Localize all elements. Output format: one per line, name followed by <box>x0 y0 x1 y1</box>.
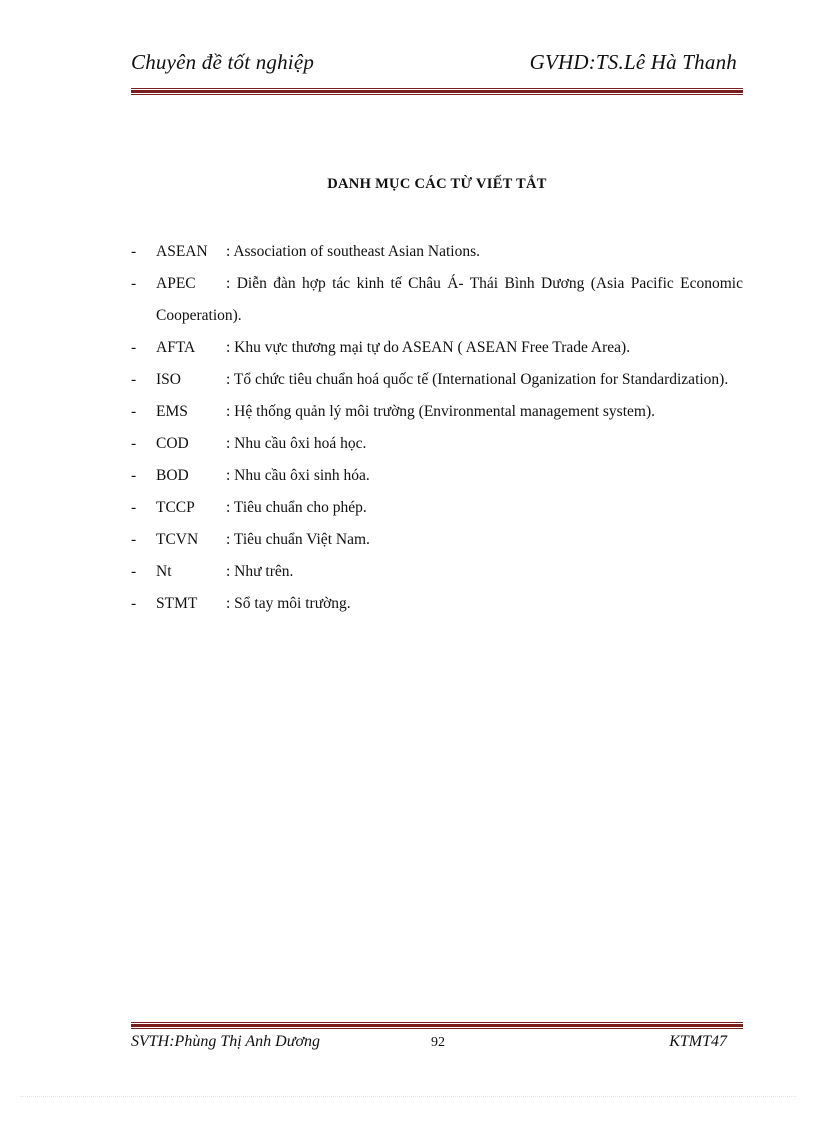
abbreviation-definition: : Tổ chức tiêu chuẩn hoá quốc tế (International Oganization for Standardization). <box>226 371 729 388</box>
list-bullet: - <box>131 371 137 388</box>
list-bullet: - <box>131 563 137 580</box>
abbreviation-term: EMS <box>156 403 188 420</box>
footer-divider <box>131 1022 743 1029</box>
footer-student: SVTH:Phùng Thị Anh Dương <box>131 1033 320 1050</box>
abbreviation-definition: : Hệ thống quản lý môi trường (Environmental management system). <box>226 403 655 420</box>
abbreviation-definition: : Diễn đàn hợp tác kinh tế Châu Á- Thái Bình Dương (Asia Pacific Economic Cooperation). <box>156 275 743 324</box>
abbreviation-definition: : Như trên. <box>226 563 294 580</box>
abbreviation-definition: : Tiêu chuẩn cho phép. <box>226 499 367 516</box>
list-bullet: - <box>131 435 137 452</box>
list-bullet: - <box>131 467 137 484</box>
list-bullet: - <box>131 339 137 356</box>
list-item <box>131 428 743 460</box>
list-item <box>131 588 743 620</box>
page-header <box>131 50 743 78</box>
list-item <box>131 556 743 588</box>
list-bullet: - <box>131 531 137 548</box>
abbreviation-term: COD <box>156 435 189 452</box>
page-number: 92 <box>431 1035 445 1050</box>
abbreviation-term: STMT <box>156 595 198 612</box>
list-item <box>131 364 743 396</box>
abbreviation-term: TCVN <box>156 531 199 548</box>
footer-class-code: KTMT47 <box>669 1033 727 1050</box>
page-title: DANH MỤC CÁC TỪ VIẾT TẮT <box>327 176 547 192</box>
abbreviation-term: ISO <box>156 371 181 388</box>
list-bullet: - <box>131 243 137 260</box>
abbreviation-term: ASEAN <box>156 243 208 260</box>
page-bottom-border <box>20 1096 796 1097</box>
abbreviation-term: APEC <box>156 275 196 292</box>
abbreviation-definition: : Association of southeast Asian Nations. <box>226 243 481 260</box>
list-bullet: - <box>131 403 137 420</box>
list-item <box>131 396 743 428</box>
page-footer <box>131 1033 743 1055</box>
list-bullet: - <box>131 595 137 612</box>
list-item <box>131 332 743 364</box>
list-item <box>131 460 743 492</box>
abbreviation-definition: : Nhu cầu ôxi sinh hóa. <box>226 467 370 484</box>
abbreviation-definition: : Sổ tay môi trường. <box>226 595 351 612</box>
abbreviation-term: BOD <box>156 467 189 484</box>
list-item <box>131 524 743 556</box>
abbreviation-definition: : Nhu cầu ôxi hoá học. <box>226 435 367 452</box>
abbreviation-definition: : Khu vực thương mại tự do ASEAN ( ASEAN Free Trade Area). <box>226 339 631 356</box>
header-advisor: GVHD:TS.Lê Hà Thanh <box>529 50 737 74</box>
header-divider <box>131 88 743 95</box>
list-bullet: - <box>131 499 137 516</box>
header-document-title: Chuyên đề tốt nghiệp <box>131 50 315 74</box>
abbreviation-term: Nt <box>156 563 172 580</box>
list-item <box>131 268 743 332</box>
list-item <box>131 236 743 268</box>
abbreviation-term: AFTA <box>156 339 196 356</box>
abbreviation-definition: : Tiêu chuẩn Việt Nam. <box>226 531 370 548</box>
abbreviation-term: TCCP <box>156 499 195 516</box>
list-bullet: - <box>131 275 137 292</box>
abbreviation-list <box>131 236 743 620</box>
list-item <box>131 492 743 524</box>
